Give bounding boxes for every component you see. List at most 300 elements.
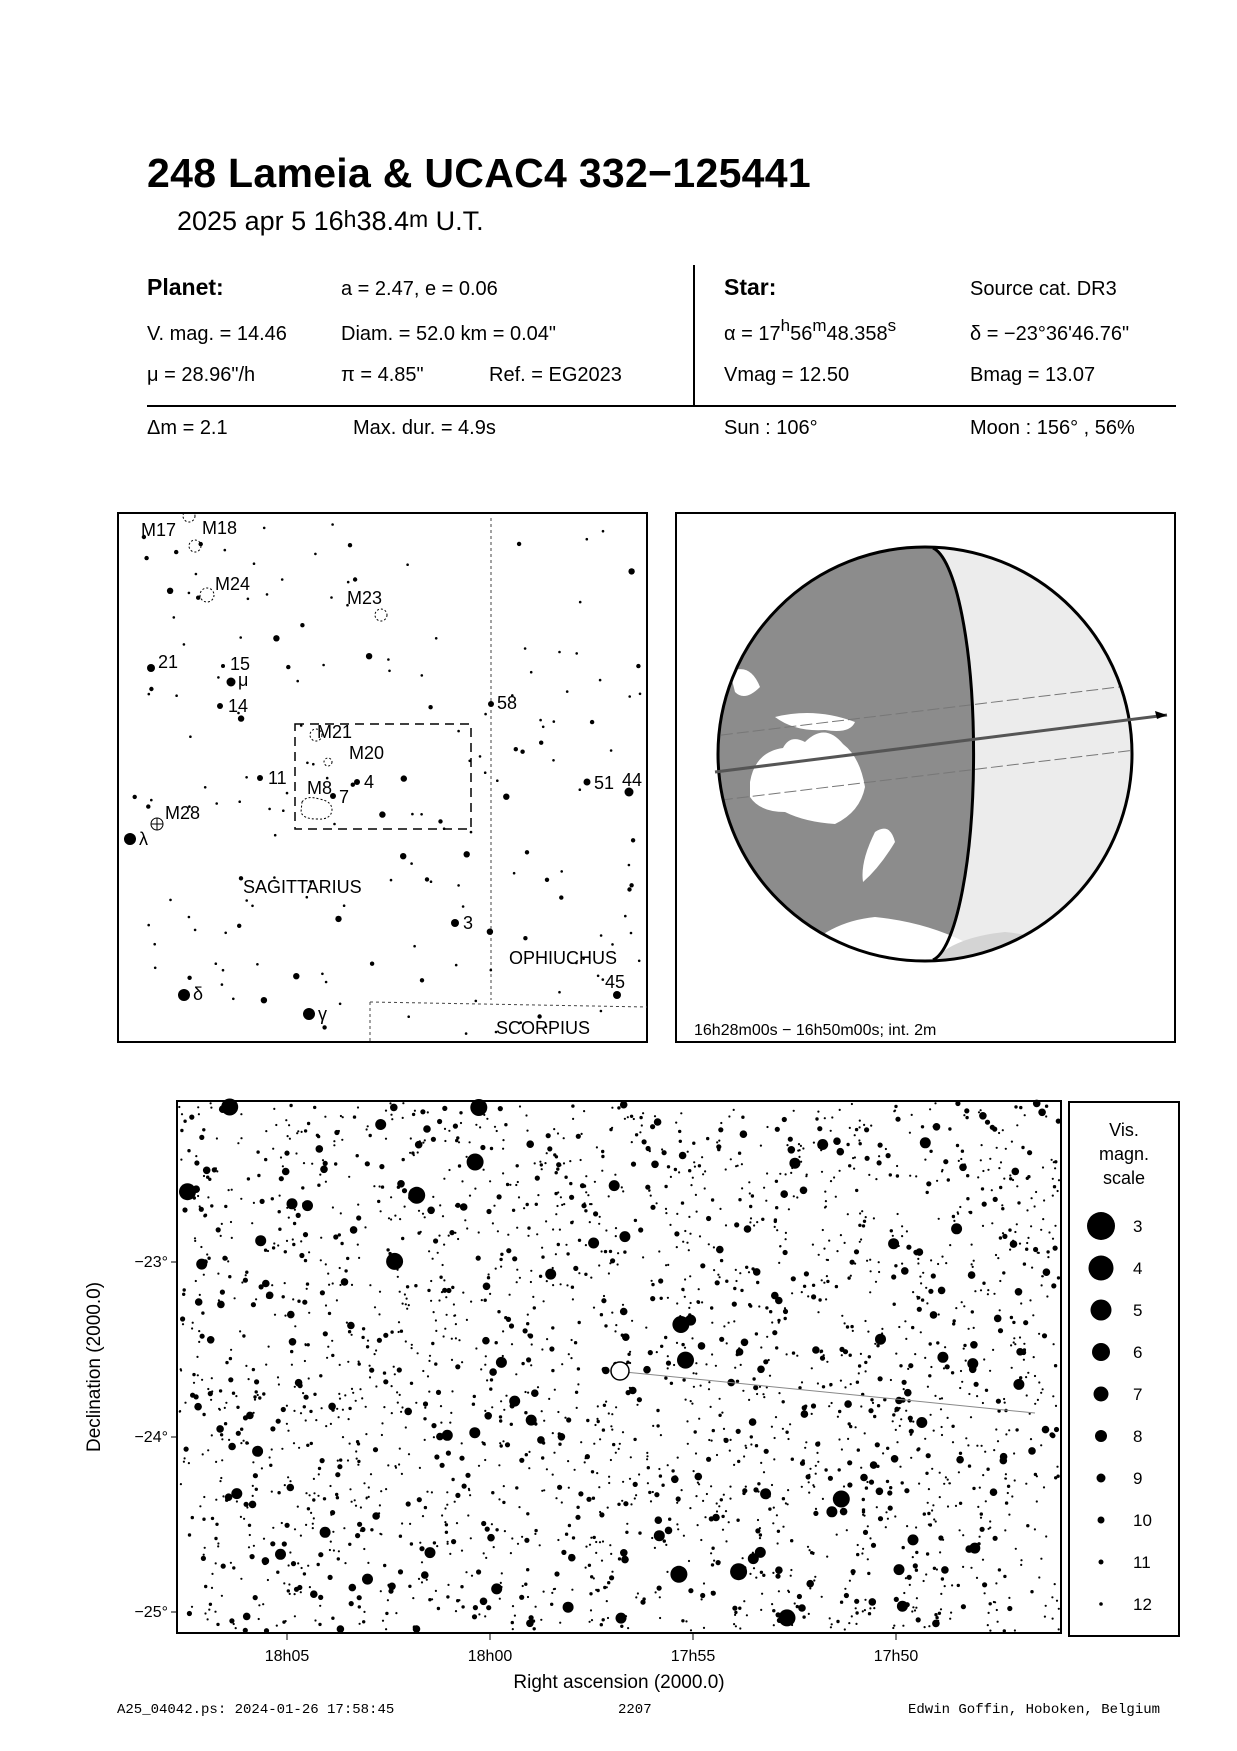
field-star xyxy=(282,1542,284,1544)
field-star xyxy=(892,1420,894,1422)
field-star xyxy=(650,1500,652,1502)
field-star xyxy=(862,1224,865,1227)
field-star xyxy=(357,1244,359,1246)
field-star xyxy=(207,1169,209,1171)
field-star xyxy=(1045,1115,1047,1117)
field-star xyxy=(869,1291,871,1293)
field-star xyxy=(941,1169,943,1171)
minute-unit: m xyxy=(409,206,429,232)
field-star xyxy=(511,1537,513,1539)
field-star xyxy=(559,1164,561,1166)
field-star xyxy=(1054,1225,1056,1227)
finder-star xyxy=(517,542,521,546)
field-star xyxy=(240,1113,242,1115)
field-star xyxy=(808,1492,810,1494)
field-star xyxy=(1023,1320,1028,1325)
field-star xyxy=(710,1406,712,1408)
field-star xyxy=(867,1331,869,1333)
field-star xyxy=(951,1371,954,1374)
field-star xyxy=(402,1158,405,1161)
field-star xyxy=(334,1162,337,1165)
field-star xyxy=(912,1539,914,1541)
field-star xyxy=(788,1137,793,1142)
field-star xyxy=(526,1140,534,1148)
field-star xyxy=(939,1398,941,1400)
field-star xyxy=(427,1207,435,1215)
field-star xyxy=(291,1561,296,1566)
field-star xyxy=(654,1547,656,1549)
field-star xyxy=(552,1284,554,1286)
field-star xyxy=(320,1290,325,1295)
field-star xyxy=(815,1465,817,1467)
field-star xyxy=(249,1501,257,1509)
field-star xyxy=(236,1406,239,1409)
field-star xyxy=(734,1367,736,1369)
field-star xyxy=(912,1556,914,1558)
field-star xyxy=(414,1110,416,1112)
field-star xyxy=(1028,1447,1036,1455)
field-star xyxy=(748,1303,751,1306)
field-star xyxy=(1019,1243,1021,1245)
field-star xyxy=(527,1314,529,1316)
field-star xyxy=(270,1426,275,1431)
label-51: 51 xyxy=(594,773,615,793)
field-star xyxy=(484,1459,486,1461)
finder-star xyxy=(631,838,635,842)
field-star xyxy=(361,1397,363,1399)
field-star xyxy=(980,1289,982,1291)
field-star xyxy=(611,1413,613,1415)
field-star xyxy=(995,1428,997,1430)
field-star xyxy=(472,1403,475,1406)
field-star xyxy=(987,1624,989,1626)
field-star xyxy=(451,1390,453,1392)
field-star xyxy=(823,1248,825,1250)
field-star xyxy=(813,1579,815,1581)
field-star xyxy=(531,1389,539,1397)
field-star xyxy=(532,1296,534,1298)
field-star xyxy=(772,1330,777,1335)
field-star xyxy=(982,1559,984,1561)
field-star xyxy=(933,1123,941,1131)
field-star xyxy=(729,1498,731,1500)
field-star xyxy=(837,1416,839,1418)
field-star xyxy=(1019,1336,1021,1338)
field-star xyxy=(928,1524,930,1526)
field-star xyxy=(320,1532,323,1535)
field-star xyxy=(988,1528,990,1530)
field-star xyxy=(313,1106,316,1109)
field-star xyxy=(585,1244,587,1246)
field-star xyxy=(656,1351,658,1353)
field-star xyxy=(686,1242,688,1244)
field-star xyxy=(553,1452,555,1454)
field-star xyxy=(192,1322,194,1324)
field-star xyxy=(711,1198,714,1201)
field-star xyxy=(998,1328,1003,1333)
field-star xyxy=(1052,1238,1054,1240)
field-star xyxy=(204,1585,207,1588)
finder-star xyxy=(175,694,178,697)
field-star xyxy=(885,1526,887,1528)
field-star xyxy=(293,1410,295,1412)
field-star xyxy=(989,1520,991,1522)
field-star xyxy=(380,1490,382,1492)
field-star xyxy=(367,1562,369,1564)
field-star xyxy=(840,1234,842,1236)
field-star xyxy=(856,1553,859,1556)
field-star xyxy=(201,1379,203,1381)
field-star xyxy=(546,1468,548,1470)
field-star xyxy=(782,1400,785,1403)
field-star xyxy=(941,1397,943,1399)
field-star xyxy=(688,1588,693,1593)
field-star xyxy=(332,1282,334,1284)
field-star xyxy=(424,1439,426,1441)
field-star xyxy=(1045,1605,1047,1607)
field-star xyxy=(896,1165,898,1167)
field-star xyxy=(648,1491,651,1494)
field-star xyxy=(379,1164,384,1169)
field-star xyxy=(335,1493,338,1496)
finder-star xyxy=(133,795,137,799)
field-star xyxy=(603,1295,605,1297)
field-star xyxy=(410,1137,412,1139)
field-star xyxy=(348,1418,350,1420)
field-star xyxy=(718,1127,723,1132)
field-star xyxy=(382,1620,384,1622)
finder-star xyxy=(306,762,309,765)
finder-star xyxy=(468,760,471,763)
field-star xyxy=(216,1227,221,1232)
field-star xyxy=(947,1505,949,1507)
field-star xyxy=(1002,1129,1004,1131)
field-star xyxy=(723,1494,725,1496)
finder-star xyxy=(629,883,633,887)
field-star xyxy=(240,1137,242,1139)
field-star xyxy=(891,1455,899,1463)
field-star xyxy=(230,1349,232,1351)
ra-label-17h55: 17h55 xyxy=(670,1648,716,1665)
field-star xyxy=(455,1610,457,1612)
field-star xyxy=(439,1276,442,1279)
field-star xyxy=(982,1402,984,1404)
field-star xyxy=(607,1617,609,1619)
field-star xyxy=(825,1206,827,1208)
field-star xyxy=(787,1489,789,1491)
field-star xyxy=(1054,1427,1059,1432)
finder-star xyxy=(552,759,555,762)
field-star xyxy=(654,1492,659,1497)
field-star xyxy=(716,1560,721,1565)
field-star xyxy=(527,1235,529,1237)
finder-star xyxy=(348,543,352,547)
field-star xyxy=(875,1442,880,1447)
field-star xyxy=(420,1109,425,1114)
field-star xyxy=(817,1382,819,1384)
star-ra-hours: α = 17 xyxy=(724,323,781,345)
field-star xyxy=(1027,1237,1029,1239)
field-star xyxy=(987,1289,989,1291)
field-star xyxy=(1008,1514,1010,1516)
field-star xyxy=(284,1484,286,1486)
field-star xyxy=(219,1389,222,1392)
field-star xyxy=(285,1523,290,1528)
finder-star xyxy=(251,905,254,908)
finder-star xyxy=(268,808,271,811)
field-star xyxy=(904,1488,909,1493)
field-star xyxy=(438,1235,440,1237)
field-star xyxy=(738,1347,740,1349)
field-star xyxy=(945,1476,947,1478)
field-star xyxy=(957,1213,959,1215)
field-star xyxy=(1042,1218,1044,1220)
field-star xyxy=(690,1184,692,1186)
field-star xyxy=(698,1418,700,1420)
field-star xyxy=(433,1238,438,1243)
field-star xyxy=(460,1122,462,1124)
field-star xyxy=(440,1422,442,1424)
field-star xyxy=(924,1357,926,1359)
field-star xyxy=(839,1347,844,1352)
field-star xyxy=(791,1458,794,1461)
field-star xyxy=(938,1287,946,1295)
field-star xyxy=(664,1336,667,1339)
field-star xyxy=(269,1464,272,1467)
field-star xyxy=(1016,1223,1018,1225)
field-star xyxy=(1002,1232,1004,1234)
scale-title-line2: magn. xyxy=(1098,1144,1150,1164)
field-star xyxy=(775,1206,778,1209)
field-star xyxy=(309,1494,311,1496)
field-star xyxy=(623,1250,626,1253)
finder-star xyxy=(484,713,487,716)
field-star xyxy=(339,1364,341,1366)
field-star xyxy=(342,1436,344,1438)
field-star xyxy=(444,1507,446,1509)
field-star xyxy=(198,1113,200,1115)
field-star xyxy=(892,1627,894,1629)
field-star xyxy=(275,1124,277,1126)
field-star xyxy=(965,1360,967,1362)
field-star xyxy=(864,1320,866,1322)
field-star xyxy=(199,1207,204,1212)
field-star xyxy=(897,1213,899,1215)
field-star xyxy=(865,1486,868,1489)
field-star xyxy=(687,1443,689,1445)
field-star xyxy=(859,1241,861,1243)
field-star xyxy=(864,1599,866,1601)
field-star xyxy=(1007,1492,1009,1494)
field-star xyxy=(252,1495,254,1497)
field-star xyxy=(303,1572,306,1575)
field-star xyxy=(711,1563,714,1566)
field-star xyxy=(786,1144,788,1146)
field-star xyxy=(617,1503,620,1506)
field-star xyxy=(736,1353,739,1356)
field-star xyxy=(528,1451,530,1453)
field-star xyxy=(302,1300,307,1305)
field-star xyxy=(445,1296,447,1298)
field-star xyxy=(817,1126,822,1131)
field-star xyxy=(890,1379,892,1381)
field-star xyxy=(419,1542,421,1544)
field-star xyxy=(528,1467,530,1469)
field-star xyxy=(206,1176,209,1179)
field-star xyxy=(956,1144,959,1147)
field-star xyxy=(539,1275,542,1278)
field-star xyxy=(436,1433,444,1441)
finder-star xyxy=(335,916,341,922)
field-star xyxy=(1008,1429,1010,1431)
field-star xyxy=(541,1410,543,1412)
field-star xyxy=(665,1544,667,1546)
finder-star xyxy=(628,864,631,867)
field-star xyxy=(993,1601,995,1603)
field-star xyxy=(611,1429,613,1431)
field-star xyxy=(465,1571,467,1573)
field-star xyxy=(512,1628,514,1630)
field-star xyxy=(642,1139,647,1144)
finder-star xyxy=(322,664,325,667)
field-star xyxy=(489,1368,497,1376)
finder-star xyxy=(490,969,493,972)
scale-title-line1: Vis. xyxy=(1109,1120,1139,1140)
field-star xyxy=(303,1203,305,1205)
field-star xyxy=(289,1138,291,1140)
field-star xyxy=(288,1583,290,1585)
field-star xyxy=(208,1609,210,1611)
field-star xyxy=(526,1322,529,1325)
field-star xyxy=(303,1232,308,1237)
field-star xyxy=(771,1321,773,1323)
field-star xyxy=(207,1257,210,1260)
field-star xyxy=(346,1322,348,1324)
field-star xyxy=(394,1215,396,1217)
field-star xyxy=(894,1264,897,1267)
field-star xyxy=(639,1116,642,1119)
field-star xyxy=(564,1176,567,1179)
field-star xyxy=(676,1502,678,1504)
field-star xyxy=(349,1488,351,1490)
field-star xyxy=(796,1196,798,1198)
field-star xyxy=(444,1140,446,1142)
field-star xyxy=(725,1540,727,1542)
field-star xyxy=(418,1210,420,1212)
finder-star xyxy=(514,747,518,751)
field-star xyxy=(921,1298,924,1301)
field-star xyxy=(902,1380,907,1385)
field-star xyxy=(801,1486,803,1488)
field-star xyxy=(769,1495,771,1497)
field-star xyxy=(893,1625,895,1627)
field-star xyxy=(484,1615,486,1617)
field-star xyxy=(906,1230,908,1232)
field-star xyxy=(854,1263,856,1265)
field-star xyxy=(615,1452,617,1454)
field-star xyxy=(633,1438,636,1441)
mag-12-dot xyxy=(1099,1602,1103,1606)
finder-star xyxy=(215,802,218,805)
field-star xyxy=(887,1490,892,1495)
field-star xyxy=(905,1338,907,1340)
field-star xyxy=(500,1253,503,1256)
planet-motion: μ = 28.96"/h xyxy=(147,364,256,386)
finder-star xyxy=(245,899,248,902)
label-7: 7 xyxy=(339,787,350,807)
field-star xyxy=(912,1291,914,1293)
field-star xyxy=(590,1537,592,1539)
field-star xyxy=(873,1415,876,1418)
field-star xyxy=(870,1482,872,1484)
field-star xyxy=(929,1150,932,1153)
field-star xyxy=(665,1208,667,1210)
field-star xyxy=(728,1115,730,1117)
hour-unit: h xyxy=(343,206,357,232)
field-star xyxy=(716,1246,724,1254)
field-star xyxy=(427,1289,430,1292)
field-star xyxy=(590,1609,592,1611)
field-star xyxy=(184,1402,186,1404)
field-star xyxy=(234,1297,236,1299)
field-star xyxy=(642,1256,644,1258)
field-star xyxy=(608,1412,610,1414)
footer-page: 2207 xyxy=(618,1702,652,1718)
field-star xyxy=(788,1208,790,1210)
field-star xyxy=(893,1238,895,1240)
field-star xyxy=(429,1355,431,1357)
finder-star xyxy=(530,671,533,674)
field-star xyxy=(252,1461,254,1463)
field-star xyxy=(555,1497,557,1499)
field-star xyxy=(249,1534,251,1536)
field-star xyxy=(1046,1295,1048,1297)
field-star xyxy=(277,1491,280,1494)
field-star xyxy=(639,1131,641,1133)
field-star xyxy=(1038,1576,1040,1578)
field-star xyxy=(511,1621,514,1624)
field-star xyxy=(1042,1275,1044,1277)
field-star xyxy=(287,1430,289,1432)
field-star xyxy=(721,1515,724,1518)
field-star xyxy=(755,1528,760,1533)
field-star xyxy=(337,1557,340,1560)
field-star xyxy=(938,1612,941,1615)
field-star xyxy=(743,1600,745,1602)
finder-star xyxy=(455,964,458,967)
finder-star xyxy=(524,647,527,650)
field-star xyxy=(659,1474,662,1477)
field-star xyxy=(971,1310,974,1313)
field-star xyxy=(518,1506,520,1508)
field-star xyxy=(319,1374,322,1377)
star-vmag: Vmag = 12.50 xyxy=(724,364,850,386)
field-star xyxy=(966,1174,969,1177)
field-star xyxy=(327,1273,329,1275)
field-star xyxy=(821,1171,823,1173)
field-star xyxy=(526,1568,529,1571)
field-star xyxy=(312,1523,314,1525)
field-star xyxy=(688,1249,690,1251)
field-star xyxy=(652,1491,654,1493)
field-star xyxy=(252,1446,263,1457)
field-star xyxy=(550,1603,553,1606)
field-star xyxy=(850,1260,855,1265)
field-star xyxy=(446,1595,449,1598)
field-star xyxy=(979,1112,987,1120)
field-star xyxy=(245,1365,247,1367)
field-star xyxy=(399,1218,401,1220)
